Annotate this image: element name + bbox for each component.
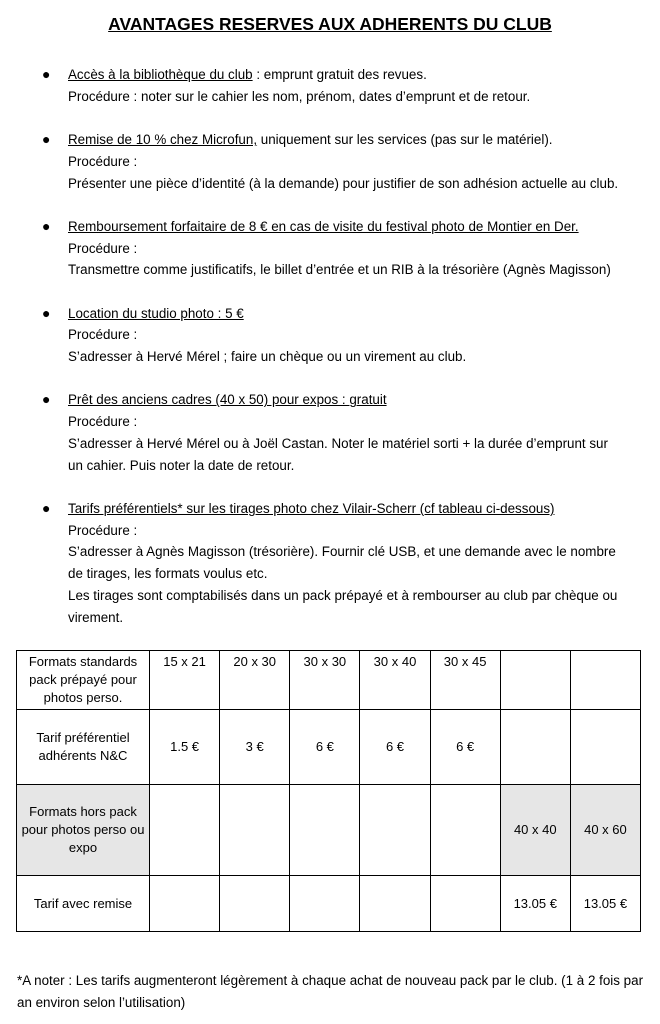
advantages-list xyxy=(0,64,660,650)
bullet-icon: ● xyxy=(42,131,51,148)
advantage-item-microfun xyxy=(0,129,660,194)
table-cell xyxy=(570,651,640,710)
bullet-icon: ● xyxy=(42,304,51,321)
advantage-heading-line xyxy=(68,216,650,238)
procedure-label: Procédure : xyxy=(68,522,138,538)
table-cell: 15 x 21 xyxy=(150,651,220,710)
advantage-heading-line xyxy=(68,129,650,151)
row-label: Tarif avec remise xyxy=(17,876,150,932)
procedure-label: Procédure : xyxy=(68,153,138,169)
advantage-heading: Location du studio photo : 5 € xyxy=(68,305,244,321)
table-cell xyxy=(220,785,290,876)
advantage-heading-line xyxy=(68,303,650,325)
table-cell: 30 x 30 xyxy=(290,651,360,710)
table-cell: 3 € xyxy=(220,710,290,785)
procedure-label: Procédure : xyxy=(68,327,138,343)
row-label: Tarif préférentiel adhérents N&C xyxy=(17,710,150,785)
advantage-heading: Prêt des anciens cadres (40 x 50) pour expos : gratuit xyxy=(68,392,387,408)
table-cell xyxy=(290,876,360,932)
page-title: AVANTAGES RESERVES AUX ADHERENTS DU CLUB xyxy=(108,14,552,34)
table-cell: 30 x 45 xyxy=(430,651,500,710)
table-cell xyxy=(500,651,570,710)
row-label: Formats standards pack prépayé pour photos perso. xyxy=(17,651,150,710)
table-row-extra-formats xyxy=(17,785,641,876)
advantage-heading: Remboursement forfaitaire de 8 € en cas de visite du festival photo de Montier en Der. xyxy=(68,218,579,234)
advantage-item-festival xyxy=(0,216,660,281)
advantage-item-frames xyxy=(0,389,660,476)
table-cell xyxy=(360,785,430,876)
procedure-line: S’adresser à Agnès Magisson (trésorière). Fournir clé USB, et une demande avec le nombre xyxy=(68,544,616,560)
table-cell xyxy=(360,876,430,932)
table-cell: 6 € xyxy=(360,710,430,785)
advantage-heading-suffix: : emprunt gratuit des revues. xyxy=(252,67,427,82)
table-cell: 6 € xyxy=(290,710,360,785)
bullet-icon: ● xyxy=(42,66,51,82)
advantage-heading: Tarifs préférentiels* sur les tirages photo chez Vilair-Scherr (cf tableau ci-dessous) xyxy=(68,500,555,516)
advantage-heading-line xyxy=(68,498,650,520)
procedure-line: Les tirages sont comptabilisés dans un pack prépayé et à rembourser au club par chèque ou xyxy=(68,587,618,603)
footnote: *A noter : Les tarifs augmenteront légèrement à chaque achat de nouveau pack par le club. (1 à 2 fois par an environ selon l’utilisation) xyxy=(17,973,644,1010)
table-cell: 1.5 € xyxy=(150,710,220,785)
procedure-line: un cahier. Puis noter la date de retour. xyxy=(68,457,295,473)
bullet-icon: ● xyxy=(42,499,51,516)
table-cell: 40 x 40 xyxy=(500,785,570,876)
table-cell xyxy=(220,876,290,932)
bullet-icon: ● xyxy=(42,217,51,234)
advantage-heading-line xyxy=(68,389,650,411)
table-row-discount-price xyxy=(17,876,641,932)
advantage-heading-line xyxy=(68,64,650,86)
advantage-item-prints xyxy=(0,498,660,628)
table-cell xyxy=(150,785,220,876)
table-cell xyxy=(570,710,640,785)
procedure-label: Procédure : xyxy=(68,240,138,256)
advantage-item-studio xyxy=(0,303,660,368)
table-cell: 13.05 € xyxy=(570,876,640,932)
table-cell: 6 € xyxy=(430,710,500,785)
table-cell xyxy=(150,876,220,932)
table-cell: 40 x 60 xyxy=(570,785,640,876)
procedure-line: Présenter une pièce d’identité (à la demande) pour justifier de son adhésion actuelle au club. xyxy=(68,175,619,191)
procedure-line: S’adresser à Hervé Mérel ou à Joël Castan. Noter le matériel sorti + la durée d’emprunt sur xyxy=(68,435,608,451)
table-cell: 30 x 40 xyxy=(360,651,430,710)
table-cell xyxy=(430,785,500,876)
table-row-standard-formats xyxy=(17,651,641,710)
advantage-item-library xyxy=(0,64,660,107)
procedure-line: de tirages, les formats voulus etc. xyxy=(68,566,268,582)
row-label: Formats hors pack pour photos perso ou expo xyxy=(17,785,150,876)
procedure-label: Procédure : xyxy=(68,414,138,430)
advantage-heading: Accès à la bibliothèque du club xyxy=(68,67,253,82)
table-cell xyxy=(290,785,360,876)
table-row-member-price xyxy=(17,710,641,785)
procedure-line: Transmettre comme justificatifs, le billet d’entrée et un RIB à la trésorière (Agnès Magisson) xyxy=(68,262,611,278)
procedure-line: Procédure : noter sur le cahier les nom, prénom, dates d’emprunt et de retour. xyxy=(68,88,531,104)
pricing-table xyxy=(16,650,641,932)
procedure-line: S’adresser à Hervé Mérel ; faire un chèque ou un virement au club. xyxy=(68,349,467,365)
advantage-heading: Remise de 10 % chez Microfun, xyxy=(68,132,258,148)
table-cell xyxy=(430,876,500,932)
advantage-heading-suffix: uniquement sur les services (pas sur le matériel). xyxy=(257,132,553,148)
table-cell: 20 x 30 xyxy=(220,651,290,710)
table-cell: 13.05 € xyxy=(500,876,570,932)
procedure-line: virement. xyxy=(68,609,124,625)
table-cell xyxy=(500,710,570,785)
bullet-icon: ● xyxy=(42,391,51,408)
